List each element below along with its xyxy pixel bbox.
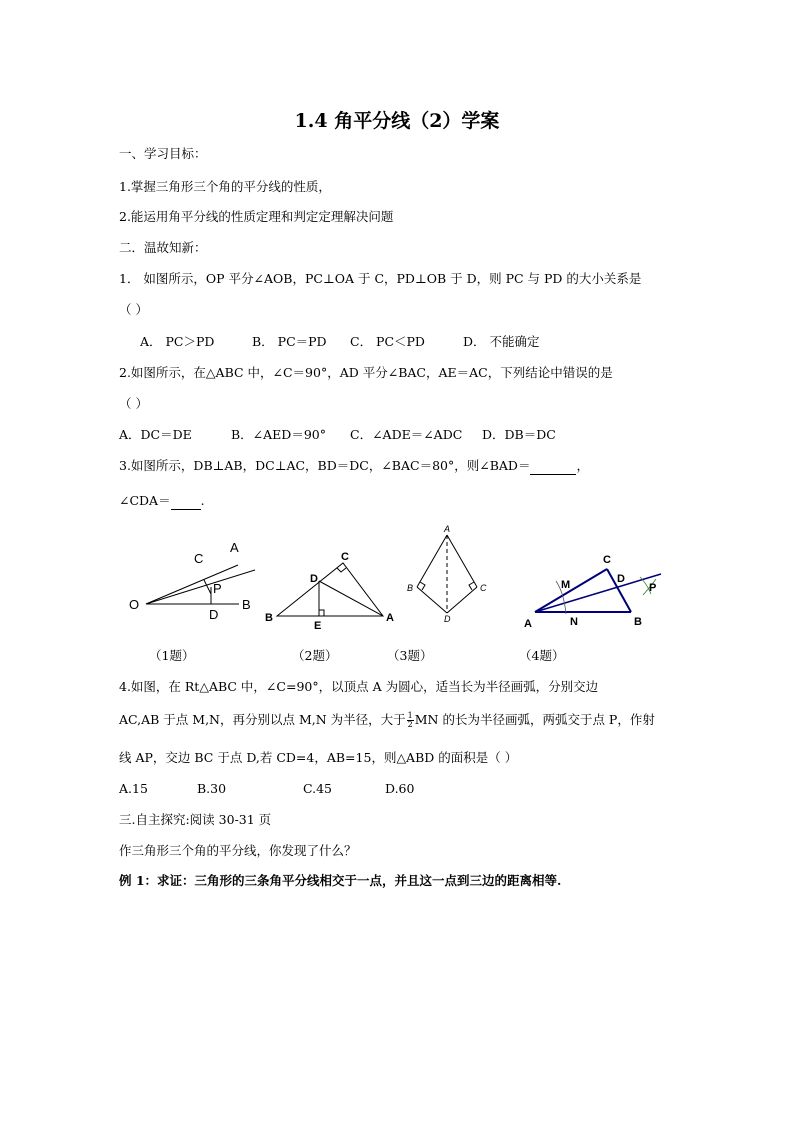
fig3-seg-cd xyxy=(447,587,477,613)
fig2-triangle xyxy=(277,563,383,616)
fig2-label-e: E xyxy=(314,620,322,632)
q2-option-b: B．∠AED＝90° xyxy=(231,427,326,442)
q2-option-d: D．DB＝DC xyxy=(482,427,556,442)
objective-2: 2.能运用角平分线的性质定理和判定定理解决问题 xyxy=(119,209,394,224)
q4-option-d: D.60 xyxy=(385,781,415,796)
q1-option-c: C． PC＜PD xyxy=(350,334,425,349)
fig2-right-angle-e xyxy=(319,610,324,616)
fig3-caption: （3题） xyxy=(387,648,433,663)
figures-row xyxy=(115,518,685,670)
fig3-seg-ab xyxy=(417,535,447,587)
half-fraction xyxy=(407,712,414,729)
q1-option-a: A． PC＞PD xyxy=(140,334,215,349)
q2-stem: 2.如图所示，在△ABC 中，∠C＝90°，AD 平分∠BAC，AE＝AC，下列结论中错误的是 xyxy=(119,365,613,380)
q4-line2-a: AC,AB 于点 M,N，再分别以点 M,N 为半径，大于 xyxy=(119,712,406,727)
fig3-seg-bd xyxy=(417,587,447,613)
q1-bracket: （ ） xyxy=(119,302,148,317)
figure-4 xyxy=(535,569,661,614)
fig4-label-m: M xyxy=(561,579,571,591)
q1-stem: 1． 如图所示，OP 平分∠AOB，PC⊥OA 于 C，PD⊥OB 于 D，则 PC 与 PD 的大小关系是 xyxy=(119,271,642,286)
fig4-seg-ac xyxy=(535,569,607,612)
fig2-label-c: C xyxy=(341,551,349,563)
section1-heading: 一、学习目标： xyxy=(119,146,207,161)
q3-line1 xyxy=(119,458,589,475)
fig2-label-b: B xyxy=(265,612,273,624)
fig2-caption: （2题） xyxy=(292,648,338,663)
page-title: 1.4 角平分线（2）学案 xyxy=(294,110,500,132)
figure-1 xyxy=(146,565,255,604)
q3-stem-end: ， xyxy=(576,458,589,473)
fig1-label-a: A xyxy=(230,540,239,555)
fig4-label-b: B xyxy=(634,616,642,628)
fig3-label-c: C xyxy=(480,583,487,593)
fig1-seg-pc xyxy=(204,580,211,594)
fraction-denominator: 2 xyxy=(407,720,413,729)
section3-heading: 三.自主探究:阅读 30-31 页 xyxy=(119,812,272,827)
fig3-right-angle-b xyxy=(420,582,425,590)
fig3-right-angle-c xyxy=(469,582,474,590)
fig1-label-b: B xyxy=(242,597,251,612)
fig2-label-a: A xyxy=(386,612,394,624)
q2-bracket: （ ） xyxy=(119,396,148,411)
section3-question: 作三角形三个角的平分线，你发现了什么？ xyxy=(119,843,357,858)
q2-option-c: C．∠ADE＝∠ADC xyxy=(350,427,463,442)
fig3-seg-ac xyxy=(447,535,477,587)
q4-option-b: B.30 xyxy=(197,781,227,796)
q1-option-d: D． 不能确定 xyxy=(463,334,540,349)
fig4-caption: （4题） xyxy=(519,648,565,663)
fig3-label-d: D xyxy=(444,614,451,624)
fig4-label-n: N xyxy=(570,616,578,628)
fig1-caption: （1题） xyxy=(149,648,195,663)
q3-blank-bad[interactable] xyxy=(530,458,576,475)
q4-line2 xyxy=(119,712,655,729)
fig2-seg-ad xyxy=(319,581,383,616)
fig1-label-p: P xyxy=(213,581,222,596)
q1-option-b: B． PC＝PD xyxy=(252,334,327,349)
objective-1: 1.掌握三角形三个角的平分线的性质， xyxy=(119,179,331,194)
fig4-label-d: D xyxy=(617,573,625,585)
fig1-ray-op xyxy=(146,570,255,604)
q4-line3: 线 AP，交边 BC 于点 D,若 CD=4，AB=15，则△ABD 的面积是（ ） xyxy=(119,750,518,765)
fig2-label-d: D xyxy=(310,573,318,585)
q3-line2-end: . xyxy=(200,493,205,508)
q3-line2 xyxy=(119,493,205,510)
figure-2 xyxy=(277,563,383,616)
fig1-label-c: C xyxy=(194,551,204,566)
fig4-label-a: A xyxy=(524,618,532,630)
figure-3 xyxy=(417,535,477,613)
q3-line2-label: ∠CDA＝ xyxy=(119,493,171,508)
fig2-right-angle-c xyxy=(337,568,346,572)
fig4-label-c: C xyxy=(603,554,611,566)
fig1-label-d: D xyxy=(209,607,219,622)
fig1-ray-oa xyxy=(146,565,238,604)
fig4-label-p: P xyxy=(649,582,657,594)
fig3-label-a: A xyxy=(444,524,451,534)
q4-line1: 4.如图，在 Rt△ABC 中，∠C=90°，以顶点 A 为圆心，适当长为半径画弧，分别交边 xyxy=(119,679,599,694)
fig3-label-b: B xyxy=(407,583,414,593)
fraction-numerator: 1 xyxy=(407,711,413,720)
q3-stem: 3.如图所示，DB⊥AB，DC⊥AC，BD＝DC，∠BAC＝80°，则∠BAD＝ xyxy=(119,458,531,473)
q2-option-a: A．DC＝DE xyxy=(119,427,192,442)
example-1: 例 1：求证：三角形的三条角平分线相交于一点，并且这一点到三边的距离相等. xyxy=(119,873,562,888)
q4-option-c: C.45 xyxy=(303,781,332,796)
q4-line2-b: MN 的长为半径画弧，两弧交于点 P，作射 xyxy=(414,712,655,727)
section2-heading: 二．温故知新： xyxy=(119,240,207,255)
fig1-label-o: O xyxy=(129,597,140,612)
q4-option-a: A.15 xyxy=(119,781,148,796)
q3-blank-cda[interactable] xyxy=(171,493,201,510)
